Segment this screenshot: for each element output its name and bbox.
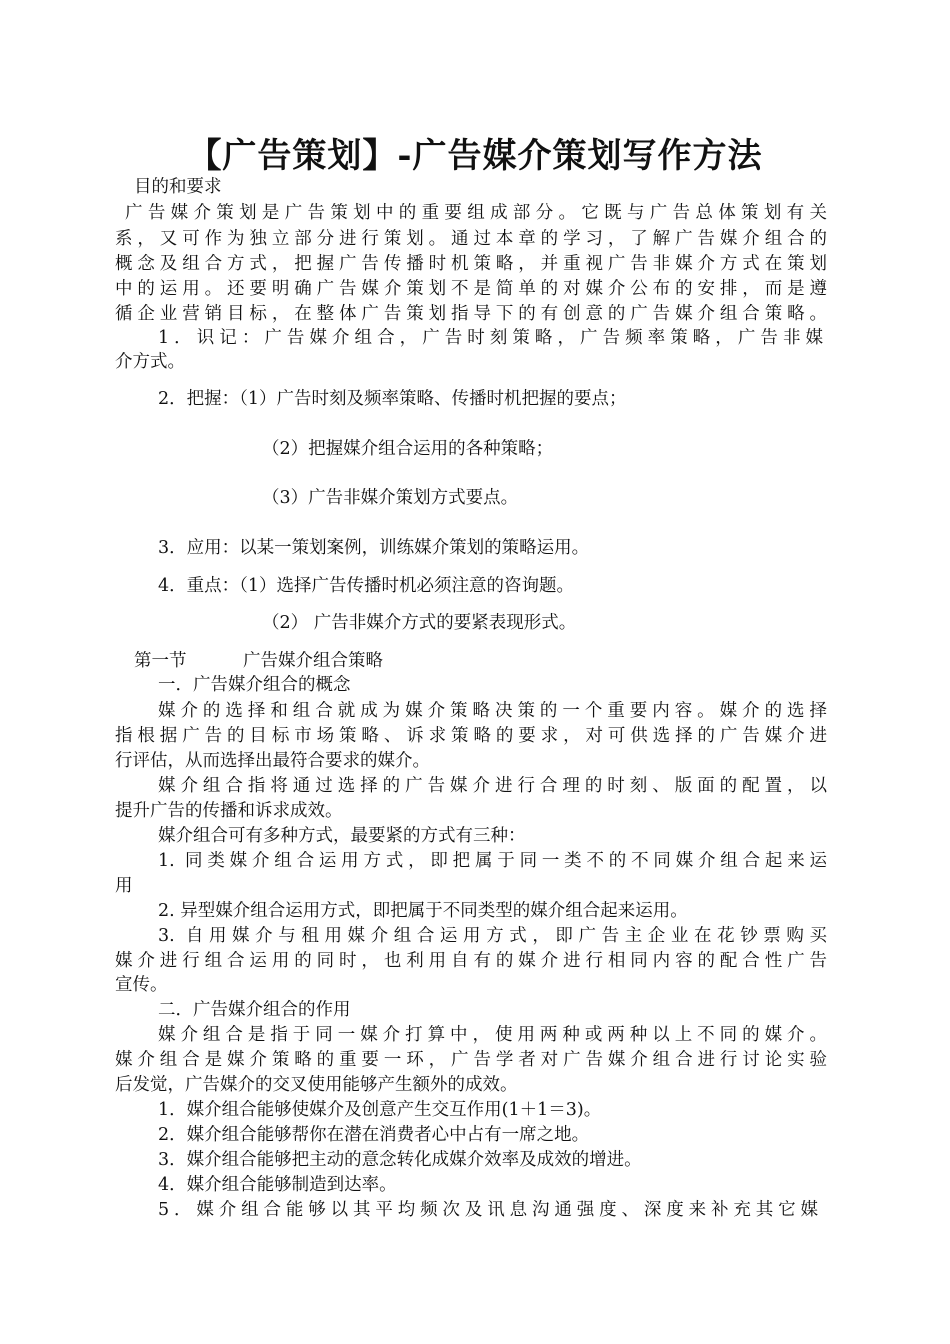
section-label: 第一节 <box>134 651 187 671</box>
requirement-2-c: （3）广告非媒介策划方式要点。 <box>262 488 519 508</box>
list-item: 1．媒介组合能够使媒介及创意产生交互作用(1＋1＝3)。 <box>158 1100 602 1120</box>
intro-line: 中的运用。还要明确广告媒介策划不是简单的对媒介公布的安排，而是遵 <box>115 279 827 299</box>
intro-line: 概念及组合方式，把握广告传播时机策略，并重视广告非媒介方式在策划 <box>115 254 827 274</box>
requirement-4: 4．重点：（1）选择广告传播时机必须注意的咨询题。 <box>158 576 575 596</box>
subsection-heading: 二．广告媒介组合的作用 <box>158 1000 351 1020</box>
list-item: 2. 异型媒介组合运用方式，即把属于不同类型的媒介组合起来运用。 <box>158 901 688 921</box>
list-item-cont: 宣传。 <box>115 975 168 995</box>
document-title: 【广告策划】-广告媒介策划写作方法 <box>187 136 763 176</box>
objectives-heading: 目的和要求 <box>134 177 222 197</box>
intro-line: 系，又可作为独立部分进行策划。通过本章的学习，了解广告媒介组合的 <box>115 229 827 249</box>
paragraph-line: 行评估，从而选择出最符合要求的媒介。 <box>115 751 430 771</box>
list-item: 3. 自用媒介与租用媒介组合运用方式，即广告主企业在花钞票购买 <box>158 926 827 946</box>
list-item: 4．媒介组合能够制造到达率。 <box>158 1175 397 1195</box>
requirement-3: 3．应用：以某一策划案例，训练媒介策划的策略运用。 <box>158 538 590 558</box>
list-item: 1. 同类媒介组合运用方式，即把属于同一类不的不同媒介组合起来运 <box>158 851 827 871</box>
requirement-4-b: （2） 广告非媒介方式的要紧表现形式。 <box>262 613 577 633</box>
paragraph-line: 后发觉，广告媒介的交叉使用能够产生额外的成效。 <box>115 1075 518 1095</box>
paragraph-line: 媒介组合是媒介策略的重要一环，广告学者对广告媒介组合进行讨论实验 <box>115 1050 827 1070</box>
subsection-heading: 一．广告媒介组合的概念 <box>158 675 351 695</box>
requirement-1-cont: 介方式。 <box>115 352 185 372</box>
section-title: 广告媒介组合策略 <box>243 651 383 671</box>
requirement-1: 1．识记：广告媒介组合，广告时刻策略，广告频率策略，广告非媒 <box>158 328 823 348</box>
paragraph-line: 媒介组合指将通过选择的广告媒介进行合理的时刻、版面的配置，以 <box>158 776 827 796</box>
paragraph-line: 媒介组合是指于同一媒介打算中，使用两种或两种以上不同的媒介。 <box>158 1025 827 1045</box>
list-item-cont: 媒介进行组合运用的同时，也利用自有的媒介进行相同内容的配合性广告 <box>115 951 827 971</box>
paragraph-line: 媒介组合可有多种方式，最要紧的方式有三种： <box>158 826 526 846</box>
list-item-cont: 用 <box>115 876 133 896</box>
list-item: 3．媒介组合能够把主动的意念转化成媒介效率及成效的增进。 <box>158 1150 642 1170</box>
paragraph-line: 指根据广告的目标市场策略、诉求策略的要求，对可供选择的广告媒介进 <box>115 726 827 746</box>
paragraph-line: 提升广告的传播和诉求成效。 <box>115 801 343 821</box>
intro-line: 循企业营销目标，在整体广告策划指导下的有创意的广告媒介组合策略。 <box>115 304 827 324</box>
list-item: 5．媒介组合能够以其平均频次及讯息沟通强度、深度来补充其它媒 <box>158 1200 818 1220</box>
paragraph-line: 媒介的选择和组合就成为媒介策略决策的一个重要内容。媒介的选择 <box>158 701 827 721</box>
list-item: 2．媒介组合能够帮你在潜在消费者心中占有一席之地。 <box>158 1125 590 1145</box>
intro-line: 广告媒介策划是广告策划中的重要组成部分。它既与广告总体策划有关 <box>125 203 827 223</box>
requirement-2: 2．把握：（1）广告时刻及频率策略、传播时机把握的要点； <box>158 389 627 409</box>
requirement-2-b: （2）把握媒介组合运用的各种策略； <box>262 439 554 459</box>
